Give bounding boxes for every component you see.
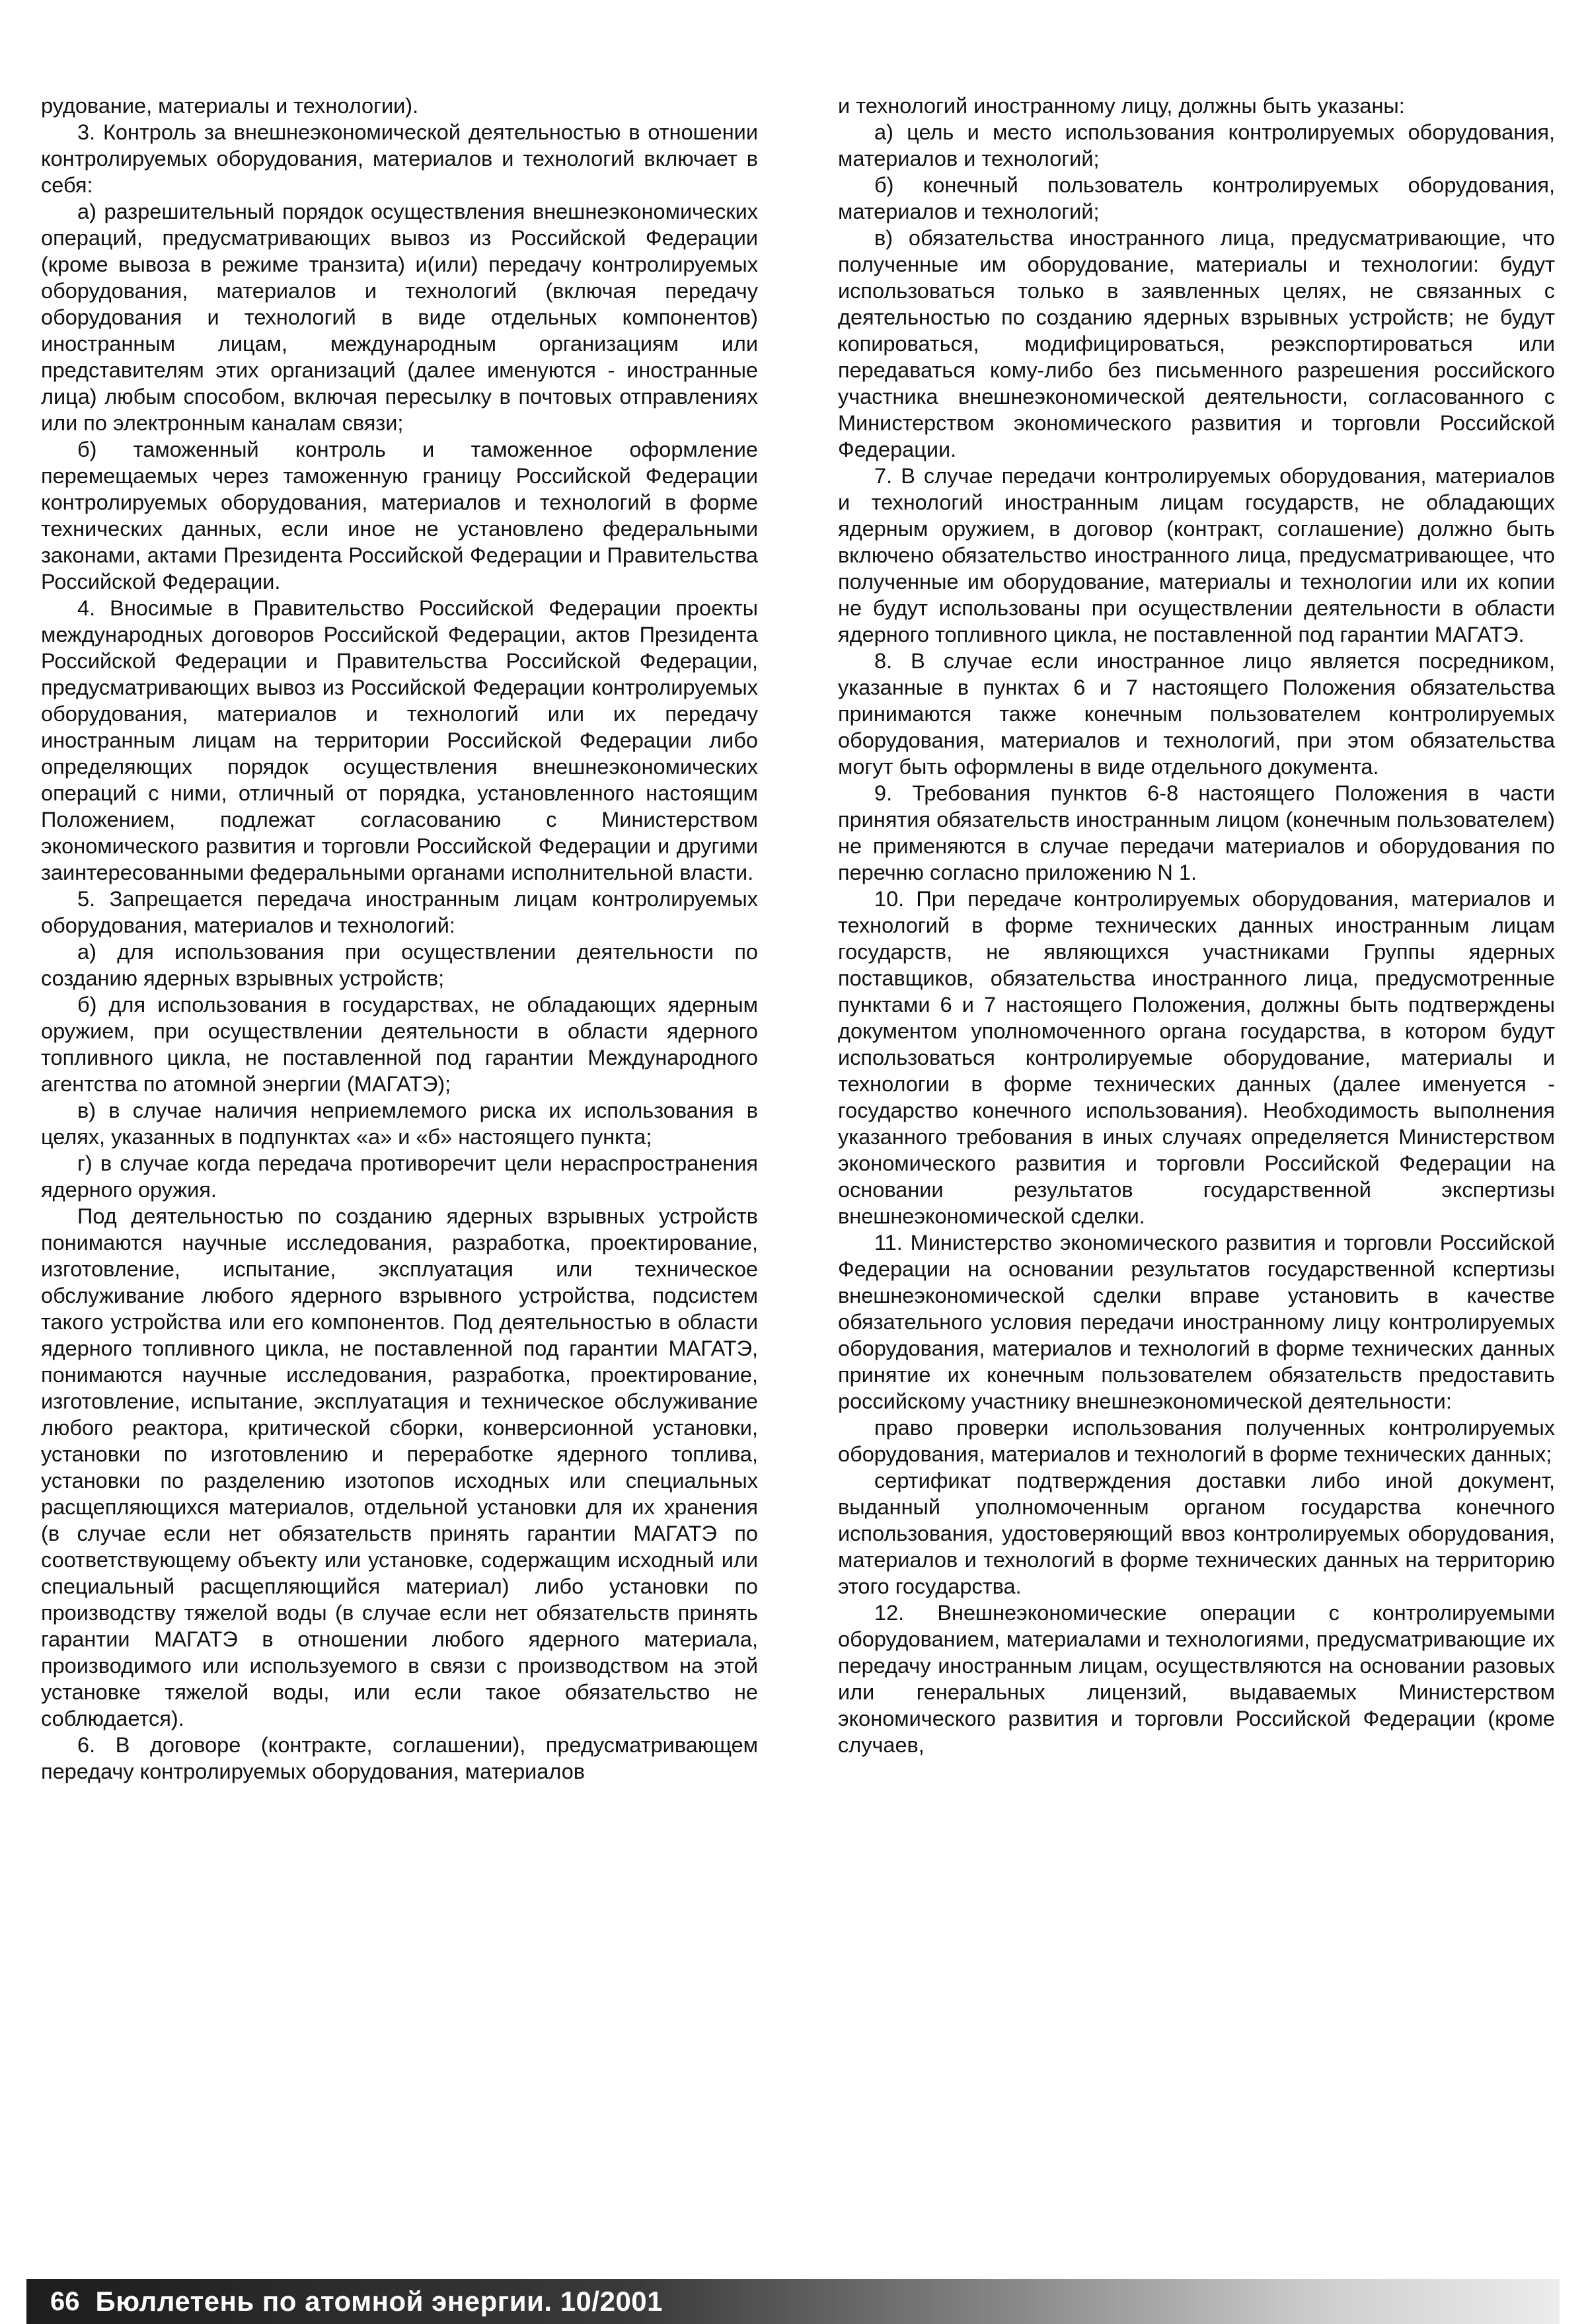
paragraph: в) в случае наличия неприемлемого риска их использования в целях, указанных в подпунктах «а» и «б» настоящего пункта;	[41, 1099, 758, 1149]
paragraph: 11. Министерство экономического развития и торговли Российской Федерации на основании результатов государственной кспертизы внешнеэкономической сделки вправе установить в качестве обязательного условия передачи иностранному лицу контролируемых оборудования, материалов и технологий в форме технических данных принятие их конечным пользователем обязательств предоставить российскому участнику внешнеэкономической деятельности:	[838, 1231, 1555, 1413]
paragraph: а) цель и место использования контролируемых оборудования, материалов и технологий;	[838, 120, 1555, 171]
paragraph: а) для использования при осуществлении деятельности по созданию ядерных взрывных устройств;	[41, 940, 758, 990]
paragraph: и технологий иностранному лицу, должны быть указаны:	[838, 94, 1405, 118]
left-text-column	[41, 93, 758, 1785]
paragraph: 7. В случае передачи контролируемых оборудования, материалов и технологий иностранным лицам государств, не обладающих ядерным оружием, в договор (контракт, соглашение) должно быть включено обязательство иностранного лица, предусматривающее, что полученные им оборудование, материалы и технологии или их копии не будут использованы при осуществлении деятельности в области ядерного топливного цикла, не поставленной под гарантии МАГАТЭ.	[838, 464, 1555, 646]
paragraph: в) обязательства иностранного лица, предусматривающие, что полученные им оборудование, материалы и технологии: будут использоваться только в заявленных целях, не связанных с деятельностью по созданию ядерных взрывных устройств; не будут копироваться, модифицироваться, реэкспортироваться или передаваться кому-либо без письменного разрешения российского участника внешнеэкономической деятельности, согласованного с Министерством экономического развития и торговли Российской Федерации.	[838, 226, 1555, 461]
paragraph: а) разрешительный порядок осуществления внешнеэкономических операций, предусматривающих вывоз из Российской Федерации (кроме вывоза в режиме транзита) и(или) передачу контролируемых оборудования, материалов и технологий (включая передачу оборудования и технологий в виде отдельных компонентов) иностранным лицам, международным организациям или представителям этих организаций (далее именуются - иностранные лица) любым способом, включая пересылку в почтовых отправлениях или по электронным каналам связи;	[41, 200, 758, 435]
paragraph: Под деятельностью по созданию ядерных взрывных устройств понимаются научные исследования, разработка, проектирование, изготовление, испытание, эксплуатация или техническое обслуживание любого ядерного взрывного устройства, подсистем такого устройства или его компонентов. Под деятельностью в области ядерного топливного цикла, не поставленной под гарантии МАГАТЭ, понимаются научные исследования, разработка, проектирование, изготовление, испытание, эксплуатация и техническое обслуживание любого реактора, критической сборки, конверсионной установки, установки по изготовлению и переработке ядерного топлива, установки по разделению изотопов исходных или специальных расщепляющихся материалов, отдельной установки для их хранения (в случае если нет обязательств принять гарантии МАГАТЭ по соответствующему объекту или установке, содержащим исходный или специальный расщепляющийся материал) либо установки по производству тяжелой воды (в случае если нет обязательств принять гарантии МАГАТЭ в отношении любого ядерного материала, производимого или используемого в связи с производством на этой установке тяжелой воды, или если такое обязательство не соблюдается).	[41, 1204, 758, 1730]
paragraph: б) конечный пользователь контролируемых оборудования, материалов и технологий;	[838, 173, 1555, 223]
paragraph: 6. В договоре (контракте, соглашении), предусматривающем передачу контролируемых оборудования, материалов	[41, 1733, 758, 1783]
paragraph: право проверки использования полученных контролируемых оборудования, материалов и технологий в форме технических данных;	[838, 1416, 1555, 1466]
paragraph: г) в случае когда передача противоречит цели нераспространения ядерного оружия.	[41, 1151, 758, 1202]
paragraph: 5. Запрещается передача иностранным лицам контролируемых оборудования, материалов и технологий:	[41, 887, 758, 937]
paragraph: 12. Внешнеэкономические операции с контролируемыми оборудованием, материалами и технологиями, предусматривающие их передачу иностранным лицам, осуществляются на основании разовых или генеральных лицензий, выдаваемых Министерством экономического развития и торговли Российской Федерации (кроме случаев,	[838, 1601, 1555, 1757]
paragraph: б) таможенный контроль и таможенное оформление перемещаемых через таможенную границу Российской Федерации контролируемых оборудования, материалов и технологий в форме технических данных, если иное не установлено федеральными законами, актами Президента Российской Федерации и Правительства Российской Федерации.	[41, 438, 758, 594]
page-number: 66	[50, 2286, 80, 2316]
paragraph: 8. В случае если иностранное лицо является посредником, указанные в пунктах 6 и 7 настоящего Положения обязательства принимаются также конечным пользователем контролируемых оборудования, материалов и технологий, при этом обязательства могут быть оформлены в виде отдельного документа.	[838, 649, 1555, 779]
paragraph: 3. Контроль за внешнеэкономической деятельностью в отношении контролируемых оборудования, материалов и технологий включает в себя:	[41, 120, 758, 197]
right-text-column	[838, 93, 1555, 1758]
page-footer	[26, 2279, 1560, 2324]
paragraph: 4. Вносимые в Правительство Российской Федерации проекты международных договоров Российской Федерации, актов Президента Российской Федерации и Правительства Российской Федерации, предусматривающих вывоз из Российской Федерации контролируемых оборудования, материалов и технологий или их передачу иностранным лицам на территории Российской Федерации либо определяющих порядок осуществления внешнеэкономических операций с ними, отличный от порядка, установленного настоящим Положением, подлежат согласованию с Министерством экономического развития и торговли Российской Федерации и другими заинтересованными федеральными органами исполнительной власти.	[41, 596, 758, 884]
journal-title: Бюллетень по атомной энергии. 10/2001	[95, 2286, 663, 2317]
paragraph: б) для использования в государствах, не обладающих ядерным оружием, при осуществлении деятельности в области ядерного топливного цикла, не поставленной под гарантии Международного агентства по атомной энергии (МАГАТЭ);	[41, 993, 758, 1096]
paragraph: 9. Требования пунктов 6-8 настоящего Положения в части принятия обязательств иностранным лицом (конечным пользователем) не применяются в случае передачи материалов и оборудования по перечню согласно приложению N 1.	[838, 781, 1555, 884]
paragraph: рудование, материалы и технологии).	[41, 94, 419, 118]
paragraph: сертификат подтверждения доставки либо иной документ, выданный уполномоченным органом государства конечного использования, удостоверяющий ввоз контролируемых оборудования, материалов и технологий в форме технических данных на территорию этого государства.	[838, 1469, 1555, 1598]
paragraph: 10. При передаче контролируемых оборудования, материалов и технологий в форме технических данных иностранным лицам государств, не являющихся участниками Группы ядерных поставщиков, обязательства иностранного лица, предусмотренные пунктами 6 и 7 настоящего Положения, должны быть подтверждены документом уполномоченного органа государства, в котором будут использоваться контролируемые оборудование, материалы и технологии в форме технических данных (далее именуется - государство конечного использования). Необходимость выполнения указанного требования в иных случаях определяется Министерством экономического развития и торговли Российской Федерации на основании результатов государственной экспертизы внешнеэкономической сделки.	[838, 887, 1555, 1228]
